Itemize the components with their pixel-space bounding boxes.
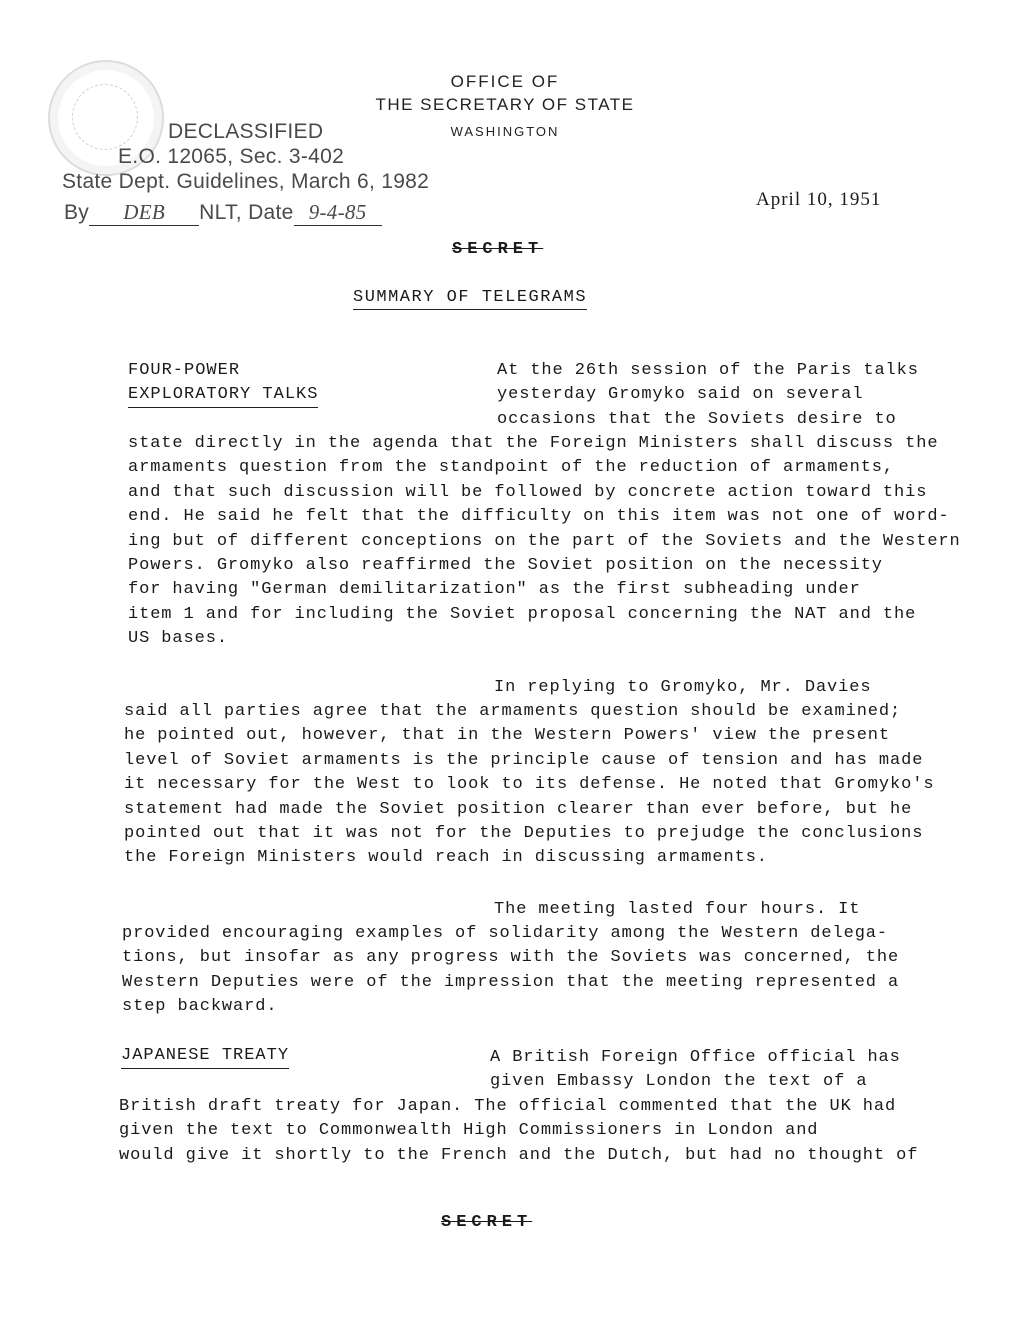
text-line: ing but of different conceptions on the part of the Soviets and the Western — [128, 531, 961, 551]
document-title: SUMMARY OF TELEGRAMS — [353, 288, 587, 310]
heading-line: FOUR-POWER — [128, 361, 241, 380]
text-line: said all parties agree that the armaments question should be examined; — [124, 702, 902, 721]
letterhead-line2: THE SECRETARY OF STATE — [375, 95, 635, 114]
section-heading-four-power — [128, 359, 318, 408]
letterhead-line3: WASHINGTON — [450, 124, 560, 139]
text-line: British draft treaty for Japan. The official commented that the UK had — [119, 1097, 897, 1116]
text-line: US bases. — [128, 629, 228, 649]
text-line: item 1 and for including the Soviet proposal concerning the NAT and the — [128, 604, 917, 624]
text-line: and that such discussion will be followed by concrete action toward this — [128, 482, 928, 502]
section-four-power-body — [128, 432, 961, 652]
heading-line: EXPLORATORY TALKS — [128, 383, 318, 408]
by-label: By — [64, 201, 90, 224]
text-line: Powers. Gromyko also reaffirmed the Soviet position on the necessity — [128, 555, 883, 575]
text-line: step backward. — [122, 997, 278, 1017]
reviewer-initials: DEB — [89, 200, 199, 226]
text-line: pointed out that it was not for the Deputies to prejudge the conclusions — [124, 823, 924, 843]
text-line: the Foreign Ministers would reach in discussing armaments. — [124, 848, 768, 868]
text-line: he pointed out, however, that in the Western Powers' view the present — [124, 726, 891, 746]
text-line: statement had made the Soviet position clearer than ever before, but he — [124, 799, 913, 819]
text-line: tions, but insofar as any progress with the Soviets was concerned, the — [122, 948, 900, 968]
text-line: Western Deputies were of the impression that the meeting represented a — [122, 972, 900, 992]
section-japanese-treaty-body — [119, 1095, 918, 1168]
text-line: it necessary for the West to look to its defense. He noted that Gromyko's — [124, 775, 935, 795]
text-line: would give it shortly to the French and the Dutch, but had no thought of — [119, 1145, 919, 1165]
classification-marking-top: SECRET — [452, 240, 544, 259]
paragraph-davies-first-line: In replying to Gromyko, Mr. Davies — [494, 678, 872, 697]
heading-line: JAPANESE TREATY — [121, 1044, 289, 1069]
paragraph-meeting — [122, 922, 899, 1020]
declassified-stamp-line4 — [64, 200, 382, 226]
letterhead-line1: OFFICE OF — [450, 72, 560, 91]
text-line: occasions that the Soviets desire to — [497, 409, 897, 429]
text-line: level of Soviet armaments is the principle cause of tension and has made — [124, 750, 924, 770]
paragraph-davies — [124, 700, 934, 871]
declassification-date: 9-4-85 — [294, 200, 382, 226]
paragraph-meeting-first-line: The meeting lasted four hours. It — [494, 900, 861, 919]
declassified-stamp-line3: State Dept. Guidelines, March 6, 1982 — [62, 170, 430, 193]
declassified-stamp-line2: E.O. 12065, Sec. 3-402 — [118, 145, 345, 168]
text-line: end. He said he felt that the difficulty on this item was not one of word- — [128, 507, 950, 527]
text-line: given the text to Commonwealth High Commissioners in London and — [119, 1121, 819, 1141]
text-line: state directly in the agenda that the Foreign Ministers shall discuss the — [128, 434, 939, 453]
text-line: At the 26th session of the Paris talks — [497, 361, 919, 380]
document-date: April 10, 1951 — [756, 189, 882, 210]
declassified-stamp-line1: DECLASSIFIED — [168, 120, 324, 143]
text-line: provided encouraging examples of solidarity among the Western delega- — [122, 924, 889, 943]
text-line: for having "German demilitarization" as the first subheading under — [128, 580, 861, 600]
classification-marking-bottom: SECRET — [441, 1213, 533, 1232]
section-four-power-lead — [497, 359, 919, 432]
text-line: armaments question from the standpoint of the reduction of armaments, — [128, 458, 895, 478]
text-line: given Embassy London the text of a — [490, 1072, 868, 1092]
nlt-date-label: NLT, Date — [199, 201, 294, 224]
section-heading-japanese-treaty — [121, 1044, 289, 1069]
text-line: A British Foreign Office official has — [490, 1048, 901, 1067]
text-line: yesterday Gromyko said on several — [497, 385, 864, 405]
section-japanese-treaty-lead — [490, 1046, 901, 1095]
